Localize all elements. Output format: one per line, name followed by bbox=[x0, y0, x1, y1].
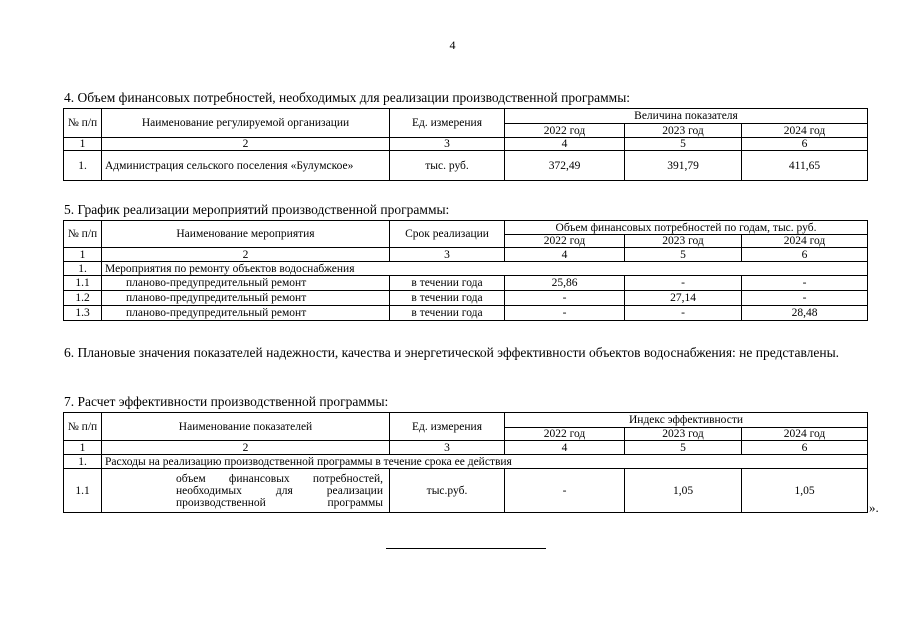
schedule-table bbox=[63, 220, 868, 321]
row-value-2022: - bbox=[505, 469, 625, 513]
indicator-line-3: производственной программы bbox=[176, 496, 383, 509]
row-no: 1.3 bbox=[64, 306, 102, 321]
row-value-2023: 391,79 bbox=[625, 151, 742, 181]
year-2023: 2023 год bbox=[625, 428, 742, 441]
row-value-2022: 372,49 bbox=[505, 151, 625, 181]
row-term: в течении года bbox=[390, 291, 505, 306]
year-2022: 2022 год bbox=[505, 235, 625, 248]
year-2024: 2024 год bbox=[742, 428, 868, 441]
group-label: Расходы на реализацию производственной программы в течение срока ее действия bbox=[102, 455, 868, 469]
row-activity: планово-предупредительный ремонт bbox=[102, 291, 390, 306]
section-4-heading: 4. Объем финансовых потребностей, необходимых для реализации производственной программы: bbox=[64, 90, 631, 105]
closing-quote: ». bbox=[869, 500, 879, 515]
row-indicator bbox=[102, 469, 390, 513]
table-row bbox=[64, 291, 868, 306]
col-num: 4 bbox=[505, 441, 625, 455]
row-activity: планово-предупредительный ремонт bbox=[102, 306, 390, 321]
col-num: 3 bbox=[390, 248, 505, 262]
efficiency-table bbox=[63, 412, 868, 513]
header-volume: Объем финансовых потребностей по годам, тыс. руб. bbox=[505, 221, 868, 235]
row-value-2024: 28,48 bbox=[742, 306, 868, 321]
header-activity: Наименование мероприятия bbox=[102, 221, 390, 248]
col-num: 2 bbox=[102, 138, 390, 151]
section-6-text: 6. Плановые значения показателей надежности, качества и энергетической эффективности объектов водоснабжения: не представлены. bbox=[64, 345, 840, 360]
row-activity: планово-предупредительный ремонт bbox=[102, 276, 390, 291]
year-2022: 2022 год bbox=[505, 124, 625, 138]
col-num: 6 bbox=[742, 138, 868, 151]
row-no: 1.1 bbox=[64, 469, 102, 513]
indicator-line-1: объем финансовых потребностей, bbox=[176, 472, 383, 485]
col-num: 1 bbox=[64, 441, 102, 455]
group-no: 1. bbox=[64, 262, 102, 276]
section-7-heading: 7. Расчет эффективности производственной программы: bbox=[64, 394, 389, 409]
col-num: 6 bbox=[742, 248, 868, 262]
row-value-2024: - bbox=[742, 291, 868, 306]
row-value-2024: 1,05 bbox=[742, 469, 868, 513]
header-no: № п/п bbox=[64, 221, 102, 248]
header-term: Срок реализации bbox=[390, 221, 505, 248]
col-num: 5 bbox=[625, 248, 742, 262]
col-num: 2 bbox=[102, 441, 390, 455]
col-num: 5 bbox=[625, 441, 742, 455]
financial-needs-table bbox=[63, 108, 868, 181]
row-value-2023: - bbox=[625, 306, 742, 321]
year-2022: 2022 год bbox=[505, 428, 625, 441]
row-no: 1.2 bbox=[64, 291, 102, 306]
year-2023: 2023 год bbox=[625, 235, 742, 248]
row-value-2022: - bbox=[505, 291, 625, 306]
col-num: 3 bbox=[390, 138, 505, 151]
row-term: в течении года bbox=[390, 276, 505, 291]
row-no: 1.1 bbox=[64, 276, 102, 291]
indicator-line-2: необходимых для реализации bbox=[176, 484, 383, 497]
group-no: 1. bbox=[64, 455, 102, 469]
col-num: 2 bbox=[102, 248, 390, 262]
row-value-2022: 25,86 bbox=[505, 276, 625, 291]
row-unit: тыс. руб. bbox=[390, 151, 505, 181]
col-num: 1 bbox=[64, 248, 102, 262]
divider-line bbox=[386, 548, 546, 549]
table-row bbox=[64, 151, 868, 181]
table-row bbox=[64, 276, 868, 291]
group-label: Мероприятия по ремонту объектов водоснабжения bbox=[102, 262, 868, 276]
row-value-2024: - bbox=[742, 276, 868, 291]
section-5-heading: 5. График реализации мероприятий производственной программы: bbox=[64, 202, 450, 217]
col-num: 4 bbox=[505, 138, 625, 151]
row-value-2023: 1,05 bbox=[625, 469, 742, 513]
row-term: в течении года bbox=[390, 306, 505, 321]
header-unit: Ед. измерения bbox=[390, 109, 505, 138]
header-no: № п/п bbox=[64, 413, 102, 441]
header-organization: Наименование регулируемой организации bbox=[102, 109, 390, 138]
header-indicator: Наименование показателей bbox=[102, 413, 390, 441]
page-number: 4 bbox=[449, 38, 456, 52]
col-num: 4 bbox=[505, 248, 625, 262]
year-2023: 2023 год bbox=[625, 124, 742, 138]
row-value-2024: 411,65 bbox=[742, 151, 868, 181]
row-organization: Администрация сельского поселения «Булумское» bbox=[102, 151, 390, 181]
header-value: Величина показателя bbox=[505, 109, 868, 124]
header-no: № п/п bbox=[64, 109, 102, 138]
col-num: 1 bbox=[64, 138, 102, 151]
col-num: 6 bbox=[742, 441, 868, 455]
year-2024: 2024 год bbox=[742, 124, 868, 138]
group-row bbox=[64, 262, 868, 276]
group-row bbox=[64, 455, 868, 469]
header-unit: Ед. измерения bbox=[390, 413, 505, 441]
header-index: Индекс эффективности bbox=[505, 413, 868, 428]
year-2024: 2024 год bbox=[742, 235, 868, 248]
row-value-2023: 27,14 bbox=[625, 291, 742, 306]
table-row bbox=[64, 469, 868, 513]
row-unit: тыс.руб. bbox=[390, 469, 505, 513]
col-num: 3 bbox=[390, 441, 505, 455]
col-num: 5 bbox=[625, 138, 742, 151]
row-value-2022: - bbox=[505, 306, 625, 321]
row-no: 1. bbox=[64, 151, 102, 181]
row-value-2023: - bbox=[625, 276, 742, 291]
table-row bbox=[64, 306, 868, 321]
